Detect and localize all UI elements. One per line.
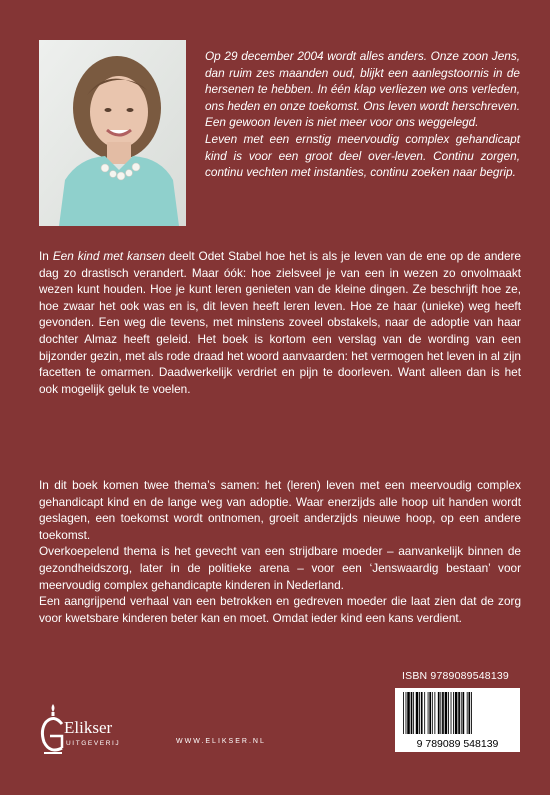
prefix-text: In: [39, 249, 53, 263]
barcode-bar: [461, 692, 462, 734]
barcode-bars: [395, 688, 520, 738]
publisher-sub: UITGEVERIJ: [66, 740, 121, 747]
publisher-name: Elikser: [64, 718, 113, 737]
description-paragraph-1: [39, 248, 521, 397]
closing-paragraph: Een aangrijpend verhaal van een betrokken en gedreven moeder die laat zien dat de zorg voor kwetsbare kinderen beter kan en moet. Omdat ieder kind een kans verdient.: [39, 594, 521, 625]
barcode-bar: [424, 692, 425, 734]
intro-paragraph-1: Op 29 december 2004 wordt alles anders. Onze zoon Jens, dan ruim zes maanden oud, blijkt een aanlegstoornis in de hersenen te hebben. In één klap verliezen we ons verleden, ons heden en onze toekomst. Ons leven wordt herschreven. Een gewoon leven is niet meer voor ons weggelegd.: [205, 49, 520, 130]
barcode-bar: [463, 692, 465, 734]
barcode-bar: [471, 692, 472, 734]
book-title: Een kind met kansen: [52, 249, 166, 263]
isbn-label: ISBN 9789089548139: [402, 670, 509, 682]
barcode-bar: [416, 692, 419, 734]
publisher-logo: [36, 700, 156, 760]
barcode-bar: [428, 692, 429, 734]
barcode-bar: [458, 692, 460, 734]
publisher-website: WWW.ELIKSER.NL: [176, 738, 266, 745]
barcode-bar: [419, 692, 420, 734]
barcode-bar: [445, 692, 448, 734]
paragraph-text: deelt Odet Stabel hoe het is als je leven van de ene op de andere dag zo drastisch verandert. Maar óók: hoe zielsveel je van een in wezen zo onvolmaakt wezen kunt houden. Hoe je kunt leren genieten van de kleine dingen. Ze beschrijft hoe ze, hoe zwaar het ook was en is, dit leven heeft leren leven. Hoe ze haar (unieke) weg heeft gevonden. Een weg die tevens, met minstens zoveel obstakels, naar de adoptie van haar dochter Almaz heeft geleid. Het boek is kortom een verslag van de wording van een bijzonder gezin, met als rode draad het woord aanvaarden: het vermogen het leven in al zijn facetten te omarmen. Daadwerkelijk verdriet en pijn te doorleven. Want alleen dan is het ook mogelijk geluk te voelen.: [39, 249, 521, 396]
theme-paragraph: In dit boek komen twee thema’s samen: het (leren) leven met een meervoudig complex gehandicapt kind en de lange weg van adoptie. Waar enerzijds alle hoop uit handen wordt geslagen, een toekomst wordt ontnomen, groeit anderzijds nieuwe hoop, op een andere toekomst.: [39, 478, 521, 542]
barcode-number: 9 789089 548139: [416, 738, 499, 750]
intro-paragraph-2: Leven met een ernstig meervoudig complex gehandicapt kind is voor een groot deel over-leven. Continu zorgen, continu vechten met instanties, continu zoeken naar begrip.: [205, 131, 520, 180]
description-paragraph-2: [39, 477, 521, 626]
barcode: [395, 688, 520, 752]
barcode-bar: [429, 692, 431, 734]
barcode-bar: [413, 692, 414, 734]
barcode-bar: [421, 692, 423, 734]
barcode-bar: [453, 692, 454, 734]
barcode-bar: [442, 692, 444, 734]
barcode-bar: [434, 692, 435, 734]
barcode-bar: [455, 692, 458, 734]
barcode-bar: [440, 692, 441, 734]
barcode-bar: [411, 692, 413, 734]
barcode-bar: [403, 692, 404, 734]
intro-text: [205, 48, 520, 181]
barcode-bar: [448, 692, 449, 734]
barcode-bar: [406, 692, 407, 734]
author-photo: [39, 40, 186, 226]
barcode-bar: [432, 692, 433, 734]
struggle-paragraph: Overkoepelend thema is het gevecht van een strijdbare moeder – aanvankelijk binnen de gezondheidszorg, later in de politieke arena – voor een ‘Jenswaardig bestaan’ voor meervoudig complex gehandicapte kinderen in Nederland.: [39, 544, 521, 592]
barcode-bar: [451, 692, 452, 734]
barcode-bar: [468, 692, 470, 734]
barcode-bar: [438, 692, 440, 734]
barcode-bar: [467, 692, 468, 734]
barcode-bar: [407, 692, 410, 734]
